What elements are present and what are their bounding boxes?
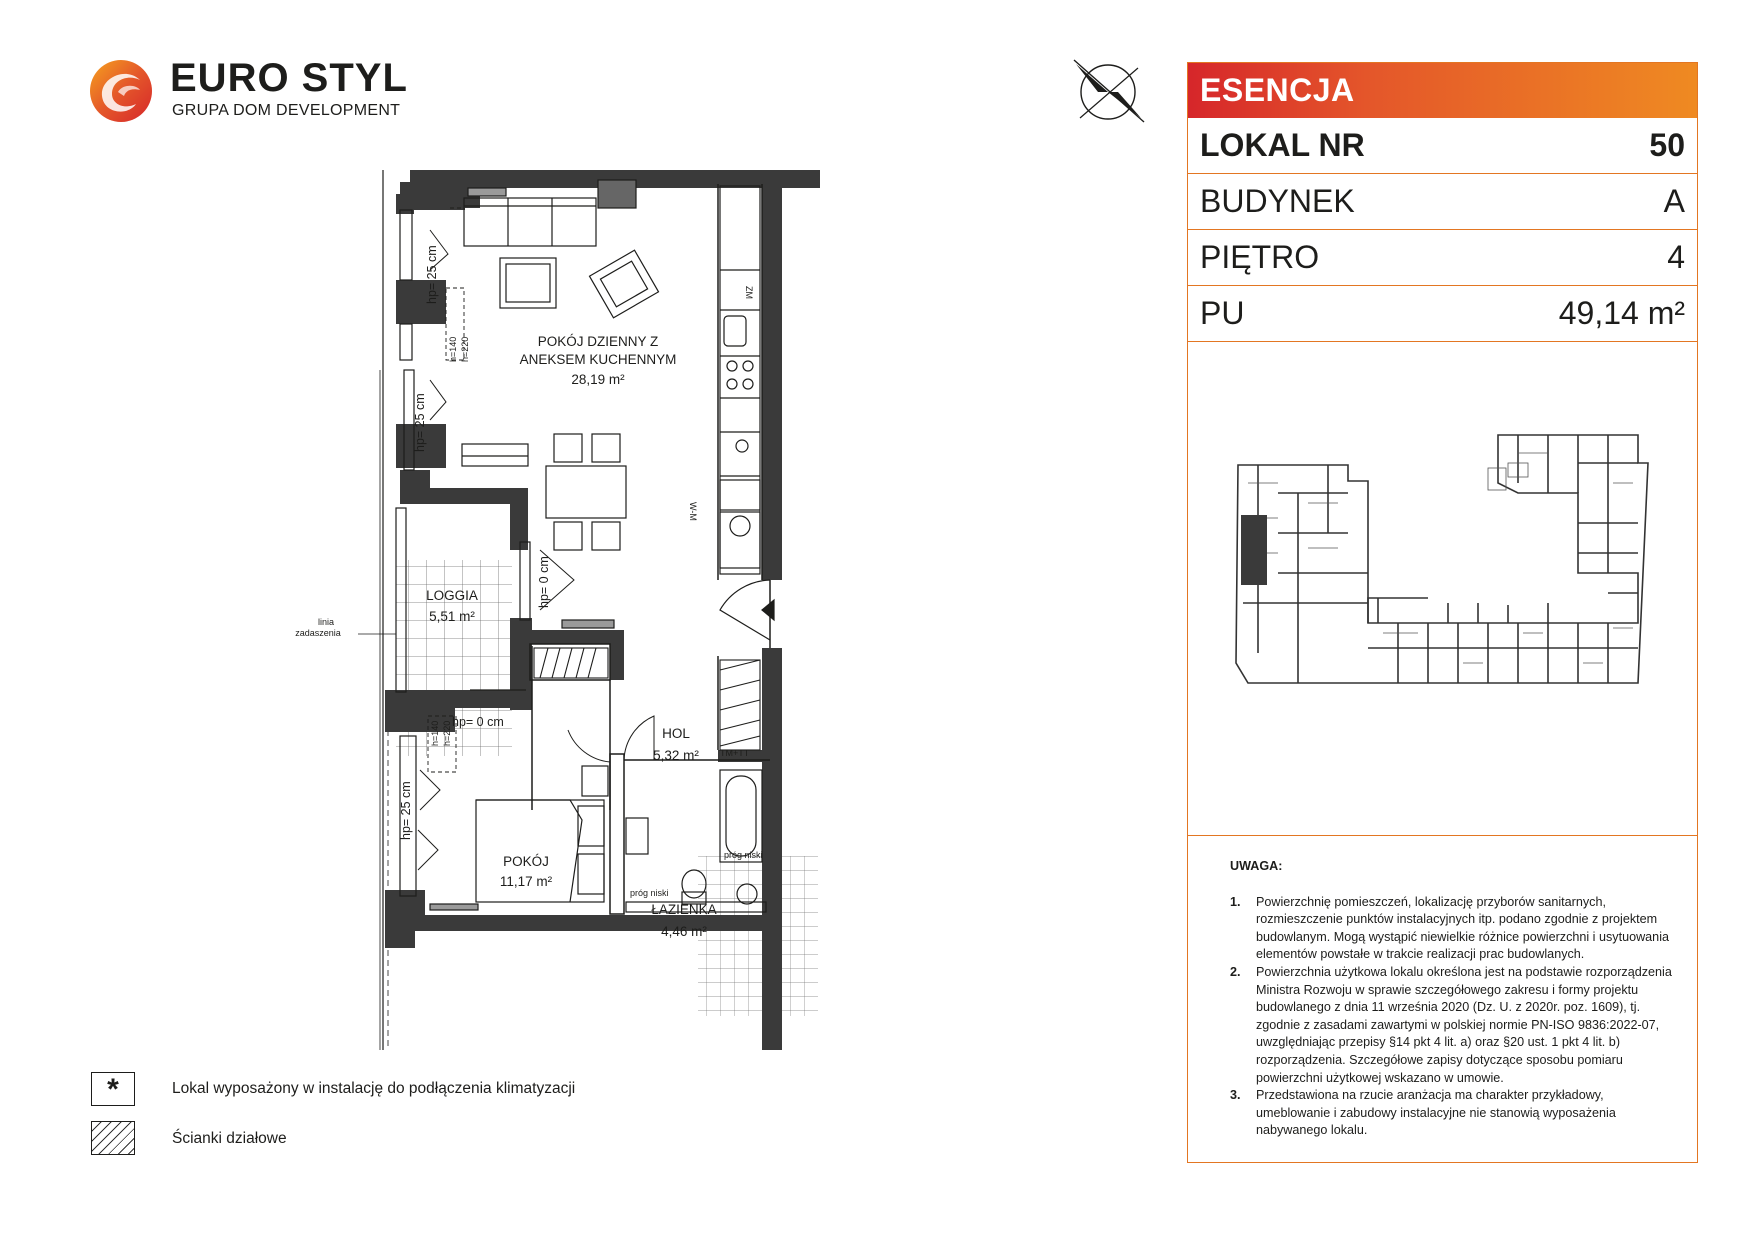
legend-hatch-text: Ścianki działowe — [172, 1130, 287, 1147]
room-loggia-name: LOGGIA — [426, 588, 478, 603]
notes — [1230, 858, 1680, 1140]
room-living-name-1: POKÓJ DZIENNY Z — [537, 334, 659, 349]
window-height-label: h=140 — [448, 336, 458, 362]
brand-subtitle: GRUPA DOM DEVELOPMENT — [172, 102, 401, 119]
room-loggia-area: 5,51 m² — [429, 609, 475, 624]
row-label: PIĘTRO — [1200, 239, 1320, 275]
dining-set — [546, 434, 626, 550]
note-number: 3. — [1230, 1088, 1241, 1103]
note-item — [1230, 964, 1680, 1087]
note-text: Powierzchnia użytkowa lokalu określona jest na podstawie rozporządzenia Ministra Rozwoju w sprawie szczegółowego zakresu i formy projektu budowlanego z dnia 11 września 2020 (Dz. U. z 2020r. poz. 1609), tj. zgodnie z zasadami zawartymi w polskiej normie PN-ISO 9836:2022-07, uwzględniając przepisy §14 pkt 4 lit. a) oraz §20 ust. 1 pkt 4 lit. b) rozporządzenia. Szczegółowe zapisy dotyczące sposobu pomiaru powierzchni użytkowej wskazano w umowie. — [1256, 964, 1672, 1085]
utility-label: W-M — [688, 502, 698, 521]
row-value: 49,14 m² — [1558, 295, 1685, 331]
window-height-label: h=220 — [460, 336, 470, 362]
hp-label: hp= 25 cm — [413, 393, 427, 452]
hp-label: hp= 0 cm — [537, 556, 551, 608]
note-number: 2. — [1230, 964, 1241, 979]
legend-ac-symbol: * — [91, 1072, 135, 1106]
roof-line-label: linia — [317, 617, 335, 627]
row-value: 50 — [1649, 127, 1685, 163]
entrance-door — [720, 580, 774, 640]
apartment-floor-plan — [295, 170, 900, 1050]
row-label: LOKAL NR — [1200, 127, 1365, 163]
panel-divider — [1188, 835, 1697, 836]
note-text: Powierzchnię pomieszczeń, lokalizację przyborów sanitarnych, rozmieszczenie punktów instalacyjnych itp. podano zgodnie z projektem budowlanym. Mogą wystąpić niewielkie różnice powierzchni i usytuowania elementów powstałe w trakcie realizacji prac budowlanych. — [1256, 894, 1669, 962]
north-arrow-icon — [1068, 56, 1148, 126]
roof-line-label: zadaszenia — [295, 628, 341, 638]
info-panel — [1187, 62, 1698, 1163]
hp-label: hp= 25 cm — [425, 245, 439, 304]
room-bathroom-name: ŁAZIENKA — [651, 902, 717, 917]
row-building — [1188, 174, 1697, 230]
threshold-label: próg niski — [630, 888, 669, 898]
room-bedroom-name: POKÓJ — [503, 854, 549, 869]
room-bedroom-area: 11,17 m² — [499, 874, 553, 889]
logo-swirl-icon — [88, 58, 154, 124]
note-item — [1230, 1087, 1680, 1140]
row-value: 4 — [1667, 239, 1685, 275]
partitions — [530, 184, 770, 914]
note-text: Przedstawiona na rzucie aranżacja ma charakter przykładowy, umeblowanie i zabudowy instalacyjne nie stanowią wyposażenia nabywanego lokalu. — [1256, 1088, 1616, 1138]
threshold-label: próg niski — [724, 850, 763, 860]
row-label: PU — [1200, 295, 1245, 331]
hp-label: hp= 25 cm — [399, 781, 413, 840]
room-hall-area: 5,32 m² — [653, 748, 699, 763]
row-unit-number — [1188, 118, 1697, 174]
room-bathroom-area: 4,46 m² — [661, 924, 707, 939]
row-label: BUDYNEK — [1200, 183, 1355, 219]
row-value: A — [1663, 183, 1685, 219]
note-item — [1230, 894, 1680, 964]
kitchen-counter — [720, 186, 760, 574]
utility-label: TM+TT — [720, 748, 750, 758]
room-living-name-2: ANEKSEM KUCHENNYM — [519, 352, 677, 367]
row-area — [1188, 286, 1697, 342]
note-number: 1. — [1230, 894, 1241, 909]
brand-name: EURO STYL — [170, 56, 408, 100]
notes-title: UWAGA: — [1230, 859, 1283, 873]
brand-logo — [88, 52, 408, 124]
room-living-area: 28,19 m² — [571, 372, 625, 387]
room-hall-name: HOL — [662, 726, 690, 741]
hall-cabinet — [534, 648, 760, 750]
row-floor — [1188, 230, 1697, 286]
legend-ac-text: Lokal wyposażony w instalację do podłączenia klimatyzacji — [172, 1080, 576, 1097]
bathroom-floor — [698, 856, 818, 1016]
utility-label: ZM — [744, 286, 754, 299]
investment-name: ESENCJA — [1188, 63, 1697, 118]
hp-label: hp= 0 cm — [452, 715, 504, 729]
window-height-label: h=140 — [430, 720, 440, 746]
legend-hatch-symbol — [91, 1121, 135, 1155]
window-height-label: h=220 — [442, 720, 452, 746]
building-key-plan — [1218, 423, 1668, 743]
